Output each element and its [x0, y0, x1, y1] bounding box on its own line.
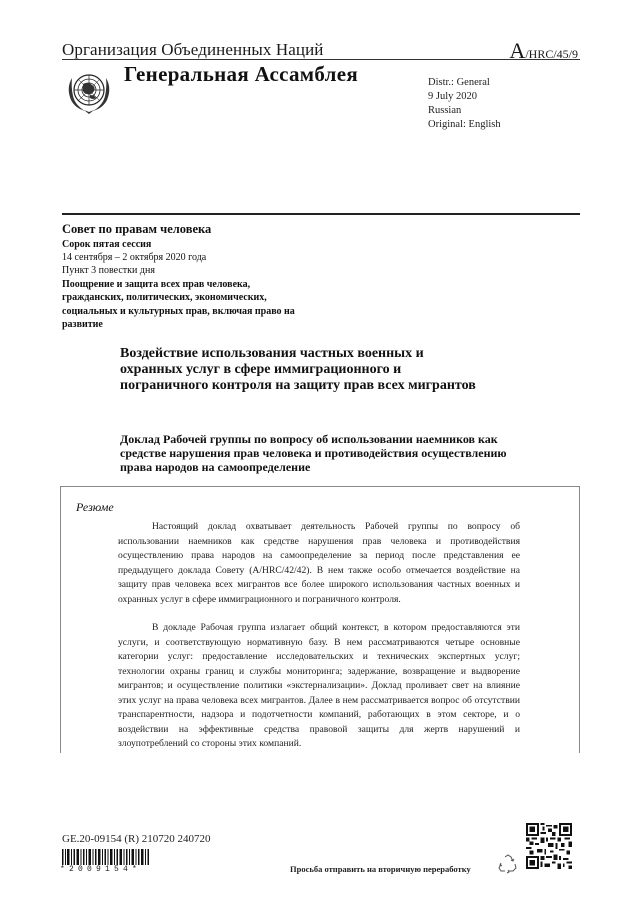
document-subtitle: Доклад Рабочей группы по вопросу об использовании наемников как средстве нарушения прав человека и противодействия осуществлению права народов на самоопределение — [120, 432, 507, 474]
barcode-icon — [62, 849, 150, 865]
original-line: Original: English — [428, 119, 501, 130]
symbol-prefix: A — [509, 38, 526, 63]
summary-paragraph-2 — [118, 621, 520, 752]
distribution-block — [428, 76, 501, 132]
date-line: 9 July 2020 — [428, 91, 478, 102]
council-name: Совет по правам человека — [62, 222, 212, 236]
document-title: Воздействие использования частных военных и охранных услуг в сфере иммиграционного и пограничного контроля на защиту прав всех мигрантов — [120, 346, 476, 393]
header-rule — [62, 59, 580, 60]
recycle-icon — [497, 853, 519, 875]
section-rule — [62, 213, 580, 215]
agenda-item: Пункт 3 повестки дня — [62, 265, 155, 276]
session-dates: 14 сентября – 2 октября 2020 года — [62, 252, 207, 263]
un-emblem-icon — [64, 66, 114, 118]
paragraph-text: Настоящий доклад охватывает деятельность Рабочей группы по вопросу об использовании наемников как средстве нарушения прав человека и противодействия осуществлению права народов на самоопределение за период после представления ее предыдущего доклада Совету (A/HRC/42/42). В нем также особо отмечается воздействие на защиту прав человека всех мигрантов все более широкого использования частных военных и охранных услуг в сфере иммиграционного и пограничного контроля. — [118, 521, 520, 605]
paragraph-text: В докладе Рабочая группа излагает общий контекст, в котором предоставляются эти услуги, и соответствующую нормативную базу. В нем рассматриваются четыре основные категории услуг: предоставление исследовательских и технических экспертных услуг; технологии охраны границ и службы мониторинга; задержание, возвращение и выдворение мигрантов; и осуществление политики «экстернализации». Доклад проливает свет на влияние этих услуг на права человека всех мигрантов. Далее в нем рассматривается вопрос об отсутствии транспарентности, надзора и подотчетности компаний, работающих в этом секторе, и о воздействии на эффективные средства правовой защиты для жертв нарушений и злоупотреблений со стороны этих компаний. — [118, 622, 520, 749]
organization-name: Организация Объединенных Наций — [62, 40, 324, 59]
general-assembly-heading: Генеральная Ассамблея — [124, 62, 359, 86]
distr-line: Distr.: General — [428, 77, 490, 88]
summary-paragraph-1 — [118, 520, 520, 607]
language-line: Russian — [428, 105, 462, 116]
summary-heading: Резюме — [76, 500, 114, 514]
agenda-title: Поощрение и защита всех прав человека, гражданских, политических, экономических, социальных и культурных прав, включая право на развитие — [62, 279, 295, 330]
symbol-suffix: /HRC/45/9 — [525, 47, 578, 61]
qr-code-icon — [526, 823, 572, 869]
session-name: Сорок пятая сессия — [62, 239, 152, 250]
job-number: GE.20-09154 (R) 210720 240720 — [62, 833, 211, 845]
document-symbol — [509, 38, 578, 64]
barcode-number: *2009154* — [60, 865, 142, 874]
recycle-notice: Просьба отправить на вторичную переработку — [290, 864, 471, 874]
